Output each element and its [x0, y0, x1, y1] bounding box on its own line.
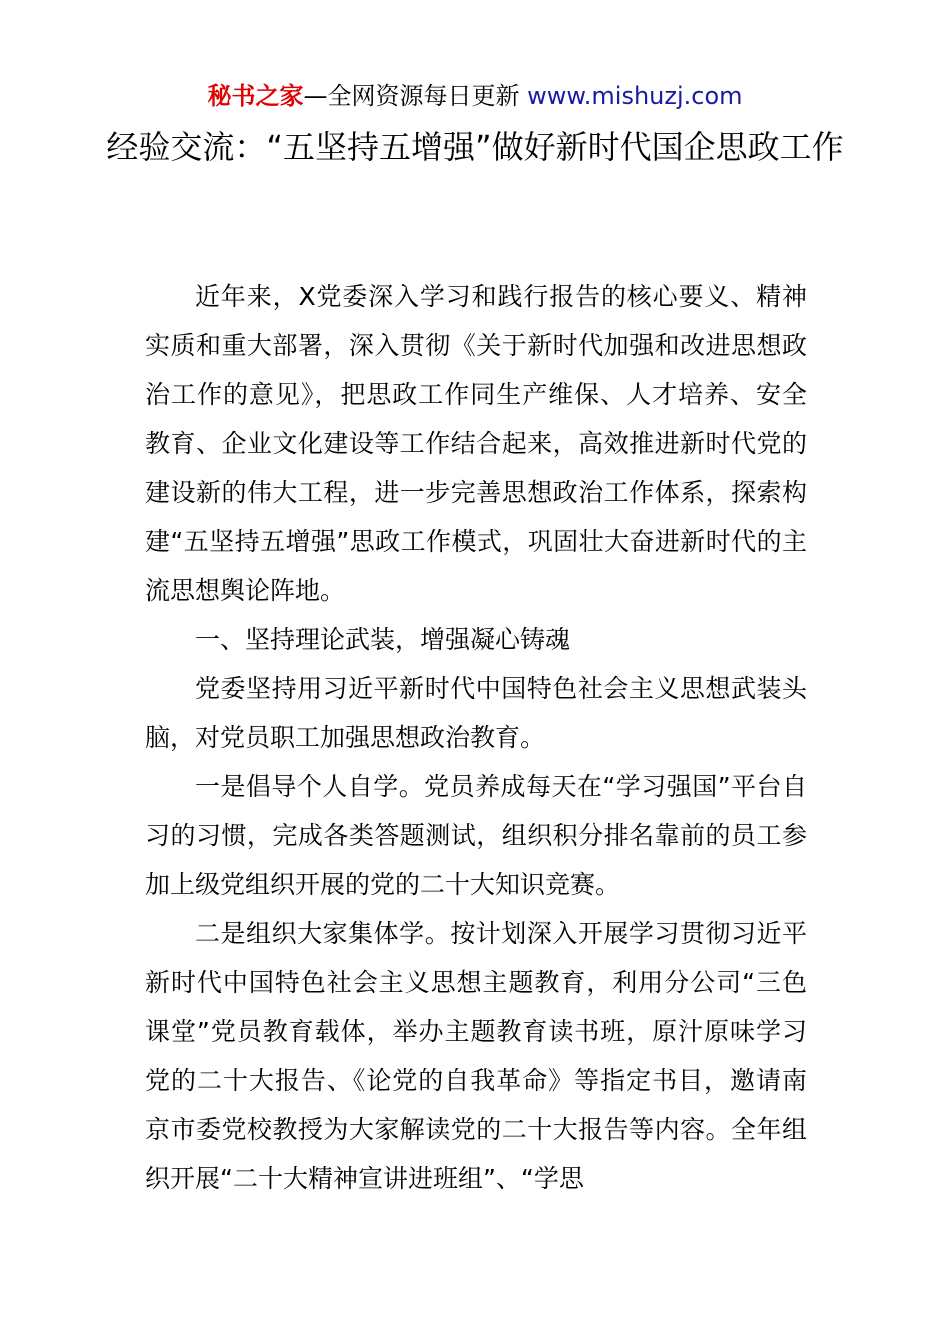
- document-title: 经验交流：“五坚持五增强”做好新时代国企思政工作: [106, 128, 844, 166]
- brand-name: 秘书之家: [207, 82, 304, 110]
- section-heading-1: 一、坚持理论武装，增强凝心铸魂: [195, 625, 571, 654]
- document-body: [145, 272, 807, 1203]
- site-header: [0, 80, 950, 112]
- body-paragraph: 一是倡导个人自学。党员养成每天在“学习强国”平台自习的习惯，完成各类答题测试，组织积分排名靠前的员工参加上级党组织开展的党的二十大知识竞赛。: [145, 772, 807, 899]
- header-tagline: —全网资源每日更新: [303, 82, 528, 110]
- body-paragraph: 二是组织大家集体学。按计划深入开展学习贯彻习近平新时代中国特色社会主义思想主题教育，利用分公司“三色课堂”党员教育载体，举办主题教育读书班，原汁原味学习党的二十大报告、《论党的自我革命》等指定书目，邀请南京市委党校教授为大家解读党的二十大报告等内容。全年组织开展“二十大精神宣讲进班组”、“学思: [145, 919, 807, 1193]
- site-url-link[interactable]: www.mishuzj.com: [527, 82, 743, 110]
- body-paragraph: 党委坚持用习近平新时代中国特色社会主义思想武装头脑，对党员职工加强思想政治教育。: [145, 674, 807, 752]
- intro-paragraph: 近年来，X党委深入学习和践行报告的核心要义、精神实质和重大部署，深入贯彻《关于新时代加强和改进思想政治工作的意见》，把思政工作同生产维保、人才培养、安全教育、企业文化建设等工作结合起来，高效推进新时代党的建设新的伟大工程，进一步完善思想政治工作体系，探索构建“五坚持五增强”思政工作模式，巩固壮大奋进新时代的主流思想舆论阵地。: [145, 282, 807, 605]
